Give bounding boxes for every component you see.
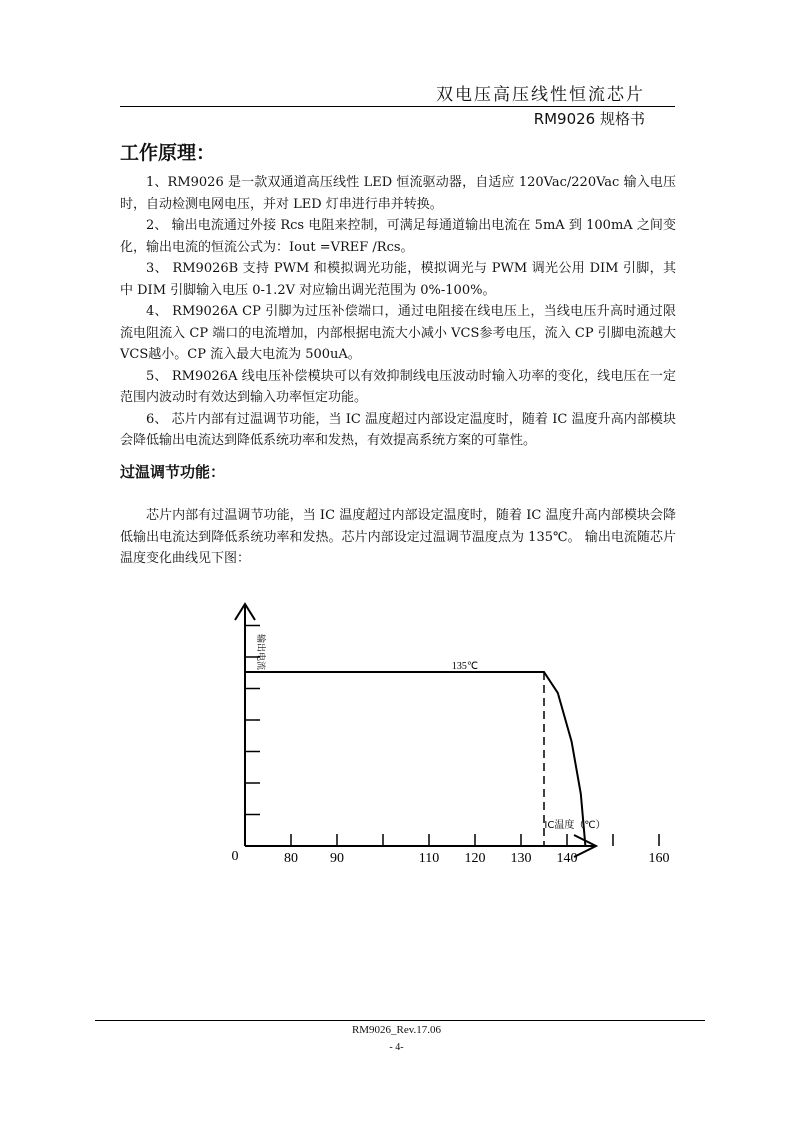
x-tick-label: 90: [330, 851, 344, 866]
x-tick-label: 110: [418, 851, 440, 866]
header-divider: [120, 106, 675, 107]
origin-label: 0: [231, 849, 239, 864]
chart-axes: [235, 604, 596, 857]
paragraph-item: 4、 RM9026A CP 引脚为过压补偿端口，通过电阻接在线电压上，当线电压升高时通过限流电阻流入 CP 端口的电流增加，内部根据电流大小减小 VCS参考电压，流入 CP 引脚电流越大 VCS越小。CP 流入最大电流为 500uA。: [120, 304, 676, 362]
thermal-regulation-body: [120, 505, 676, 570]
x-axis-label: IC温度（℃）: [544, 820, 606, 831]
current-vs-temperature-chart: [228, 592, 670, 872]
section-heading-thermal-regulation: 过温调节功能：: [120, 463, 226, 481]
paragraph-item: 5、 RM9026A 线电压补偿模块可以有效抑制线电压波动时输入功率的变化，线电压在一定范围内波动时有效达到输入功率恒定功能。: [120, 368, 676, 405]
breakpoint-annotation: 135℃: [451, 661, 479, 672]
x-axis-tick-labels: [284, 851, 670, 866]
y-axis-label: 输出电流: [255, 633, 265, 671]
paragraph-item: 芯片内部有过温调节功能，当 IC 温度超过内部设定温度时，随着 IC 温度升高内部模块会降低输出电流达到降低系统功率和发热。芯片内部设定过温调节温度点为 135℃。 输出电流随芯片温度变化曲线见下图：: [120, 508, 676, 566]
section-heading-working-principle: 工作原理：: [120, 142, 216, 164]
footer-page-number: - 4-: [389, 1042, 404, 1053]
x-tick-label: 80: [284, 851, 298, 866]
paragraph-item: 1、RM9026 是一款双通道高压线性 LED 恒流驱动器，自适应 120Vac/220Vac 输入电压时，自动检测电网电压，并对 LED 灯串进行串并转换。: [120, 175, 676, 212]
current-curve: [245, 672, 585, 846]
header-title: 双电压高压线性恒流芯片: [436, 85, 645, 105]
working-principle-body: [120, 172, 676, 452]
chart-plot-area: [245, 672, 585, 846]
x-axis-ticks: [291, 834, 659, 846]
paragraph-item: 2、 输出电流通过外接 Rcs 电阻来控制，可满足每通道输出电流在 5mA 到 100mA 之间变化，输出电流的恒流公式为：Iout =VREF /Rcs。: [120, 218, 676, 255]
header-subtitle: RM9026 规格书: [533, 110, 645, 128]
footer-revision: RM9026_Rev.17.06: [351, 1024, 442, 1036]
x-tick-label: 130: [510, 851, 532, 866]
x-tick-label: 140: [556, 851, 578, 866]
x-tick-label: 120: [464, 851, 486, 866]
paragraph-item: 3、 RM9026B 支持 PWM 和模拟调光功能，模拟调光与 PWM 调光公用 DIM 引脚，其中 DIM 引脚输入电压 0-1.2V 对应输出调光范围为 0%-100%。: [120, 261, 676, 298]
x-tick-label: 160: [648, 851, 670, 866]
paragraph-item: 6、 芯片内部有过温调节功能，当 IC 温度超过内部设定温度时，随着 IC 温度升高内部模块会降低输出电流达到降低系统功率和发热，有效提高系统方案的可靠性。: [120, 411, 676, 448]
footer-divider: [95, 1020, 705, 1021]
